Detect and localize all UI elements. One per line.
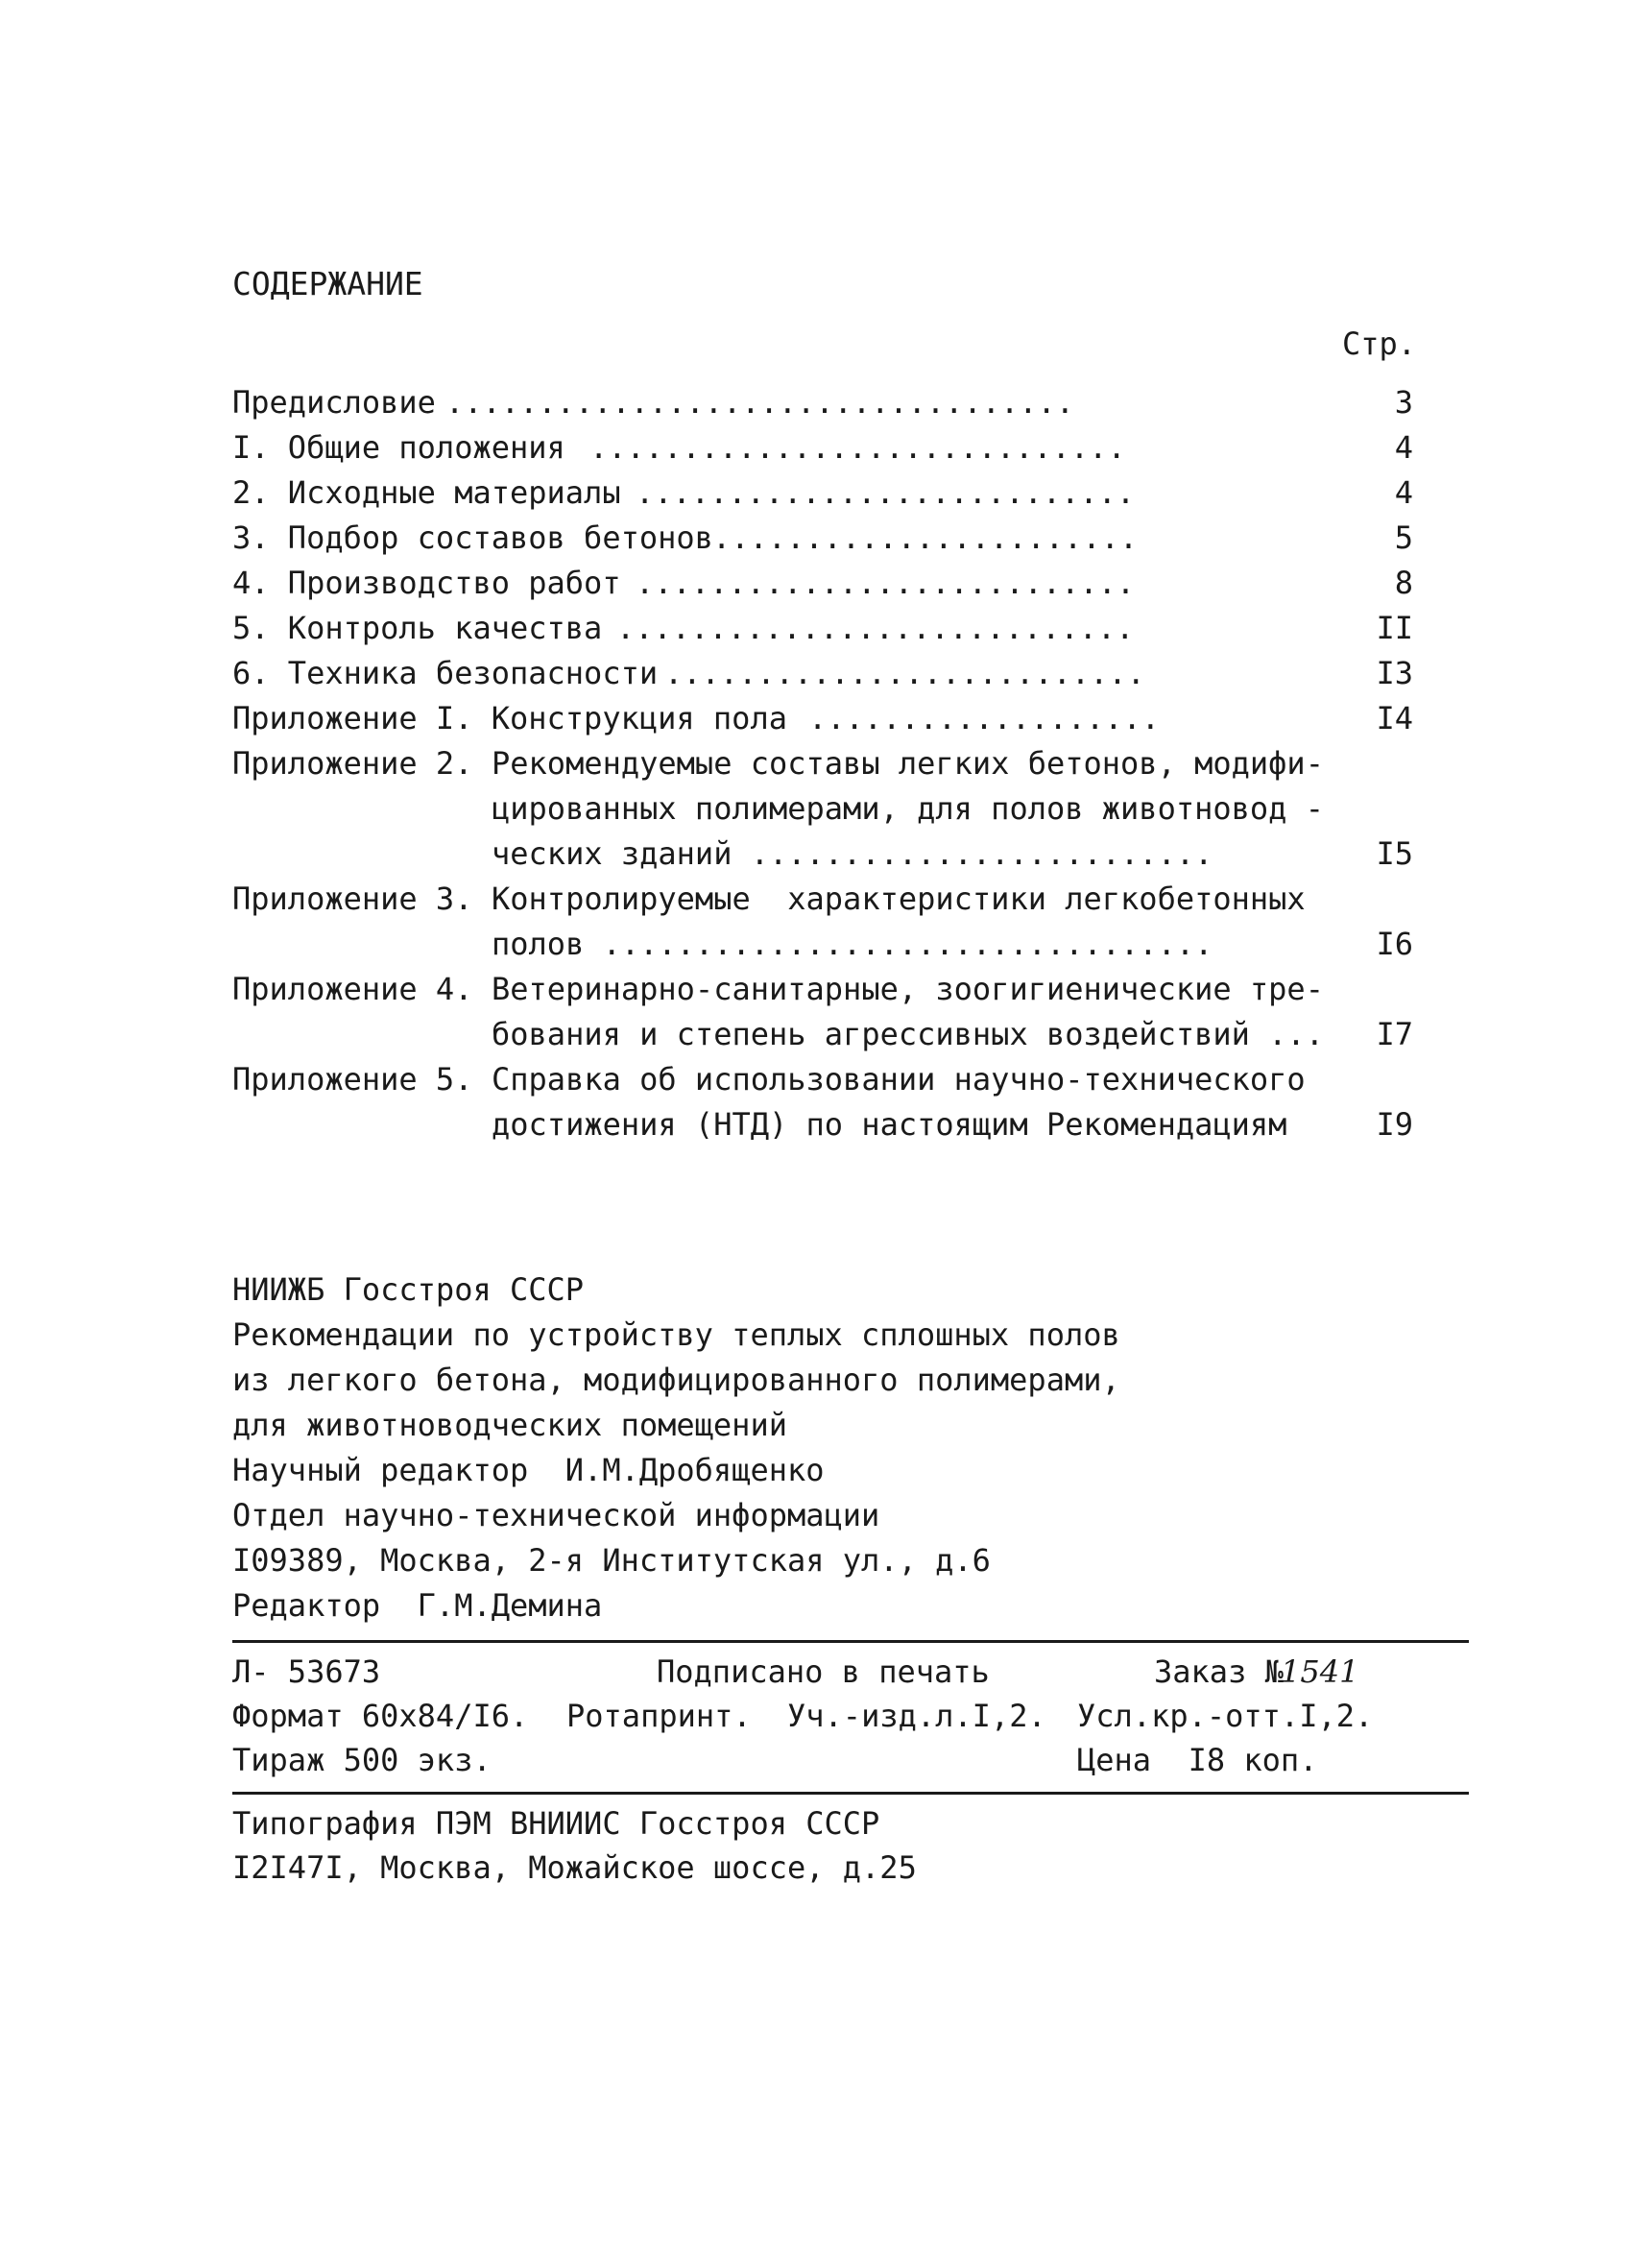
toc-label: Приложение I. Конструкция пола: [232, 700, 787, 736]
department-line: Отдел научно-технической информации: [232, 1497, 880, 1533]
toc-page: 4: [1394, 474, 1413, 511]
toc-label: Приложение 3.: [232, 881, 473, 917]
publisher-sheets: Уч.-изд.л.I,2.: [787, 1698, 1046, 1734]
scientific-editor: Научный редактор И.М.Дробященко: [232, 1452, 825, 1488]
toc-leader: ..........................: [664, 655, 1145, 691]
contents-title: СОДЕРЖАНИЕ: [232, 265, 423, 302]
toc-label: 6. Техника безопасности: [232, 655, 659, 691]
divider: [232, 1640, 1469, 1643]
toc-appendix-cont: [232, 786, 1413, 832]
book-title-line: из легкого бетона, модифицированного полимерами,: [232, 1362, 1120, 1398]
toc-page: I7: [1376, 1016, 1413, 1052]
toc-appendix-cont: [232, 1012, 1413, 1057]
price: Цена I8 коп.: [1077, 1742, 1318, 1778]
circulation: Тираж 500 экз.: [232, 1742, 492, 1778]
toc-appendix: [232, 1057, 1413, 1102]
toc-text-line: достижения (НТД) по настоящим Рекомендациям: [492, 1106, 1287, 1143]
toc-label: Предисловие: [232, 384, 436, 421]
toc-entry: [232, 606, 1413, 651]
toc-label: I. Общие положения: [232, 429, 565, 466]
toc-leader: .............................: [589, 429, 1126, 466]
divider: [232, 1792, 1469, 1795]
toc-leader: ...........................: [636, 474, 1136, 511]
toc-leader: ..................................: [445, 384, 1075, 421]
toc-page: II: [1376, 610, 1413, 646]
toc-text-line: бования и степень агрессивных воздействий ...: [492, 1016, 1324, 1052]
toc-appendix: [232, 967, 1413, 1012]
toc-text-line: Рекомендуемые составы легких бетонов, модифи-: [492, 745, 1324, 782]
toc-page: 8: [1394, 565, 1413, 601]
book-title-line: для животноводческих помещений: [232, 1407, 787, 1443]
toc-appendix-cont: [232, 1102, 1413, 1147]
toc-appendix-cont: [232, 922, 1413, 967]
toc-text-line: Ветеринарно-санитарные, зоогигиенические тре-: [492, 971, 1324, 1007]
toc-page: 4: [1394, 429, 1413, 466]
format: Формат 60x84/I6.: [232, 1698, 529, 1734]
toc-text-line: Справка об использовании научно-технического: [492, 1061, 1306, 1098]
toc-leader: .......................: [712, 519, 1139, 556]
toc-leader: ............................: [616, 610, 1135, 646]
imprint-block: [232, 1267, 1120, 1629]
toc-page: I9: [1376, 1106, 1413, 1143]
toc-page: I4: [1376, 700, 1413, 736]
toc-entry: [232, 696, 1413, 741]
page-column-header: Стр.: [1342, 326, 1417, 362]
toc-label: 4. Производство работ: [232, 565, 621, 601]
toc-page: I3: [1376, 655, 1413, 691]
toc-entry: [232, 561, 1413, 606]
table-of-contents: [232, 380, 1413, 1147]
toc-text-line: полов .................................: [492, 926, 1213, 962]
address-line: I09389, Москва, 2-я Институтская ул., д.6: [232, 1542, 991, 1579]
toc-page: I6: [1376, 926, 1413, 962]
toc-text-line: Контролируемые характеристики легкобетонных: [492, 881, 1306, 917]
toc-entry: [232, 425, 1413, 470]
toc-page: I5: [1376, 835, 1413, 872]
toc-label: 5. Контроль качества: [232, 610, 603, 646]
toc-page: 5: [1394, 519, 1413, 556]
toc-label: Приложение 5.: [232, 1061, 473, 1098]
toc-entry: [232, 380, 1413, 425]
toc-text-line: цированных полимерами, для полов животновод -: [492, 790, 1324, 827]
publication-details: [232, 1650, 1469, 1782]
order-number: 1541: [1281, 1653, 1359, 1690]
print-sheets: Усл.кр.-отт.I,2.: [1077, 1698, 1374, 1734]
toc-appendix-cont: [232, 832, 1413, 877]
printer-name: Типография ПЭМ ВНИИИС Госстроя СССР: [232, 1805, 880, 1842]
toc-appendix: [232, 877, 1413, 922]
toc-leader: ...........................: [636, 565, 1136, 601]
toc-entry: [232, 651, 1413, 696]
toc-appendix: [232, 741, 1413, 786]
toc-label: Приложение 2.: [232, 745, 473, 782]
book-title-line: Рекомендации по устройству теплых сплошных полов: [232, 1316, 1120, 1353]
toc-leader: ...................: [808, 700, 1161, 736]
toc-label: 2. Исходные материалы: [232, 474, 621, 511]
printer-address: I2I47I, Москва, Можайское шоссе, д.25: [232, 1849, 917, 1886]
order-label: Заказ №: [1154, 1653, 1284, 1690]
editor-line: Редактор Г.М.Демина: [232, 1587, 603, 1624]
license-number: Л- 53673: [232, 1653, 381, 1690]
print-method: Ротапринт.: [566, 1698, 752, 1734]
toc-label: Приложение 4.: [232, 971, 473, 1007]
toc-entry: [232, 470, 1413, 516]
institute-line: НИИЖБ Госстроя СССР: [232, 1271, 585, 1308]
printer-block: [232, 1801, 917, 1890]
signed-to-print: Подписано в печать: [657, 1653, 990, 1690]
toc-page: 3: [1394, 384, 1413, 421]
toc-text-line: ческих зданий .........................: [492, 835, 1213, 872]
toc-entry: [232, 516, 1413, 561]
toc-label: 3. Подбор составов бетонов: [232, 519, 713, 556]
